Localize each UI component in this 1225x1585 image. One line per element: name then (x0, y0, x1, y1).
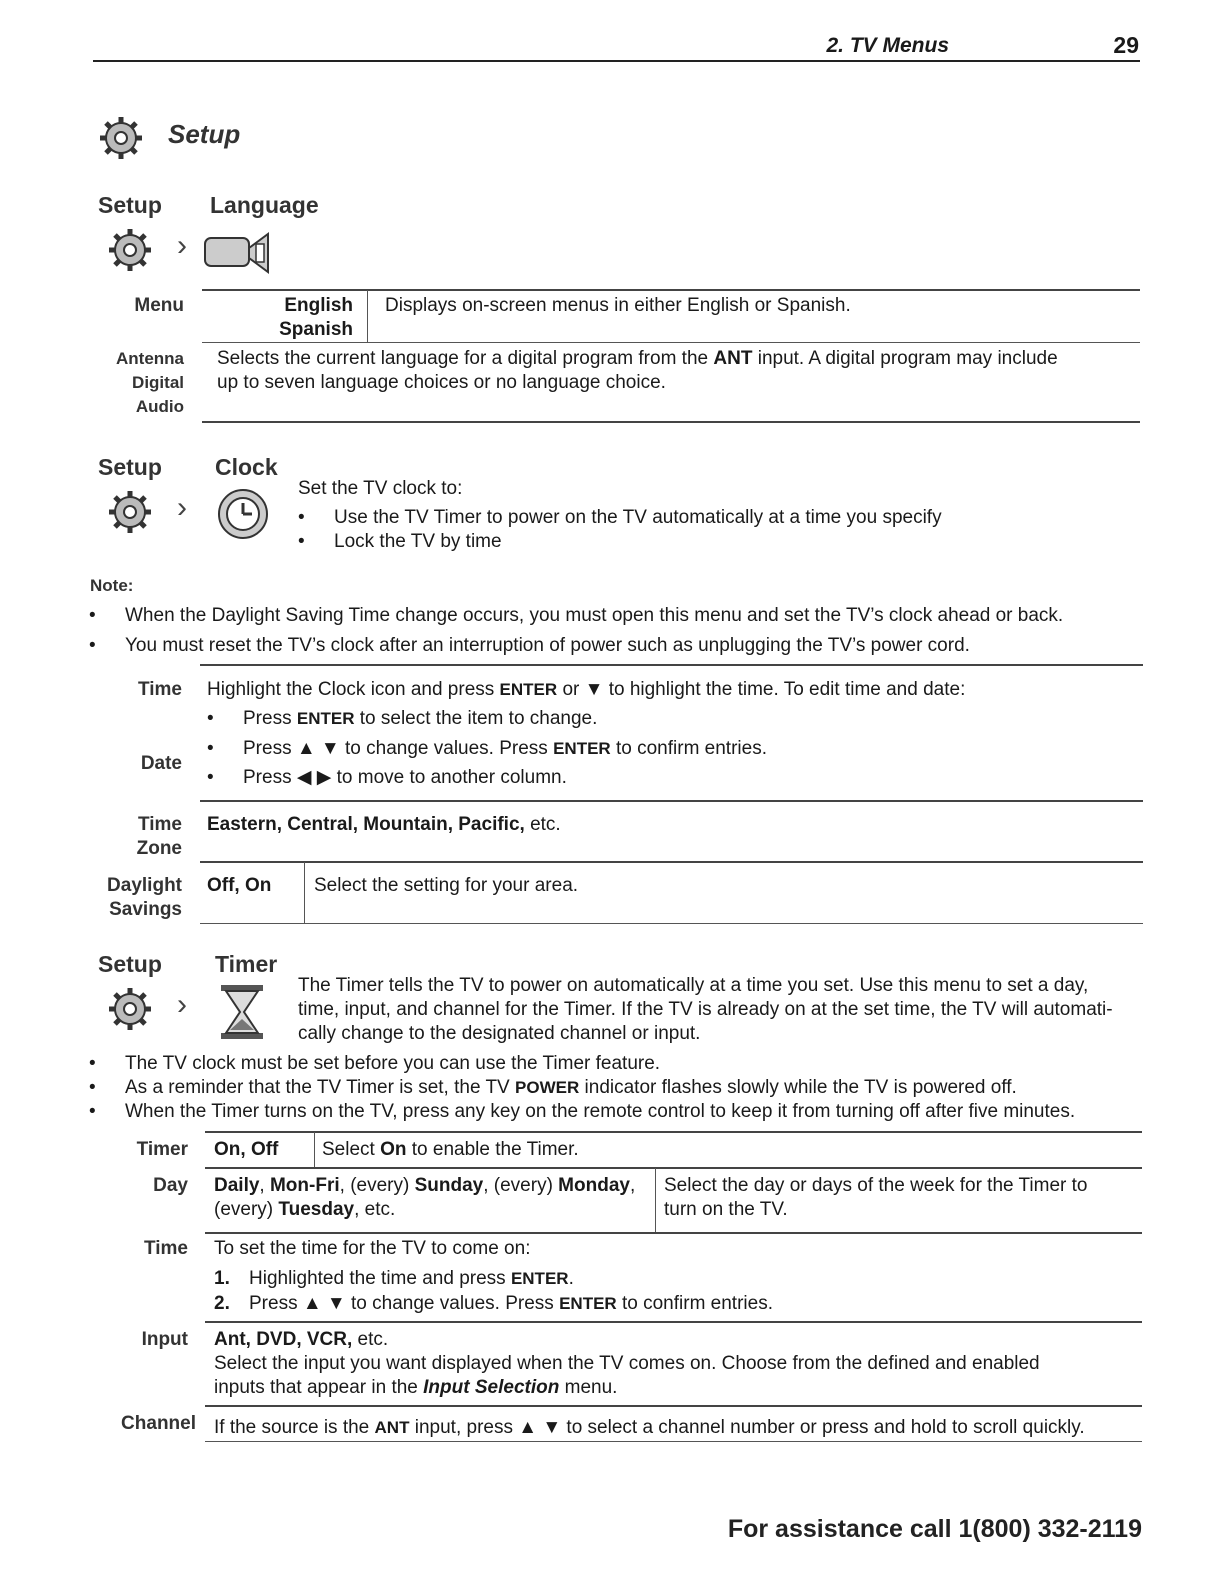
rule (205, 1441, 1142, 1442)
timer-intro-line2: time, input, and channel for the Timer. If the TV is already on at the set time, the TV will automati- (298, 999, 1113, 1020)
rule (202, 289, 1140, 291)
rule (205, 1131, 1142, 1133)
header-rule (93, 60, 1140, 62)
timer-intro-line3: cally change to the designated channel or input. (298, 1023, 701, 1044)
time-intro: To set the time for the TV to come on: (214, 1238, 531, 1259)
timer-description: Select On to enable the Timer. (322, 1139, 579, 1160)
assistance-footer: For assistance call 1(800) 332-2119 (727, 1515, 1142, 1543)
time-step2: Press ▲ ▼ to change values. Press ENTER to confirm entries. (249, 1293, 773, 1314)
step-number: 2. (214, 1293, 230, 1314)
time-zone-values: Eastern, Central, Mountain, Pacific, etc. (207, 814, 561, 835)
rule (202, 421, 1140, 423)
time-date-bullet: • Press ▲ ▼ to change values. Press ENTER to confirm entries. (243, 737, 767, 761)
page-title: Setup (168, 119, 241, 149)
rule (200, 664, 1143, 666)
rule (205, 1321, 1142, 1323)
time-label: Time (137, 679, 182, 700)
menu-option-english: English (284, 295, 353, 316)
day-label: Day (153, 1175, 188, 1196)
divider (655, 1168, 656, 1232)
timer-bullet: • When the Timer turns on the TV, press any key on the remote control to keep it from turning off after five minutes. (125, 1100, 1075, 1124)
daylight-savings-label-line2: Savings (109, 899, 182, 920)
time-zone-label-line1: Time (137, 814, 182, 835)
header-section-title: 2. TV Menus (826, 34, 949, 57)
timer-intro-line1: The Timer tells the TV to power on automatically at a time you set. Use this menu to set a day, (298, 975, 1089, 996)
note-bullet: • When the Daylight Saving Time change occurs, you must open this menu and set the TV’s clock ahead or back. (125, 604, 1063, 628)
time-step1: Highlighted the time and press ENTER. (249, 1268, 574, 1289)
clock-path-setup: Setup (98, 454, 162, 480)
timer-section-title: Timer (215, 951, 278, 977)
chevron-right-icon: › (177, 229, 187, 262)
antenna-description-line1: Selects the current language for a digital program from the ANT input. A digital program may include (217, 348, 1058, 369)
note-bullet: • You must reset the TV’s clock after an interruption of power such as unplugging the TV’s power cord. (125, 634, 970, 658)
divider (304, 862, 305, 924)
input-label: Input (141, 1329, 188, 1350)
input-description-line2: Select the input you want displayed when the TV comes on. Choose from the defined and enabled (214, 1353, 1040, 1374)
digital-label: Digital (132, 373, 184, 392)
note-label: Note: (90, 576, 134, 595)
gear-icon (93, 113, 149, 163)
language-path-setup: Setup (98, 192, 162, 218)
time-date-bullet: • Press ◀ ▶ to move to another column. (243, 766, 567, 790)
time-date-bullet: • Press ENTER to select the item to change. (243, 707, 597, 731)
channel-label: Channel (121, 1413, 196, 1434)
day-description-line1: Select the day or days of the week for the Timer to (664, 1175, 1088, 1196)
menu-description: Displays on-screen menus in either English or Spanish. (385, 295, 851, 316)
divider (314, 1132, 315, 1168)
hourglass-icon (219, 983, 265, 1041)
day-description-line2: turn on the TV. (664, 1199, 788, 1220)
input-values: Ant, DVD, VCR, etc. (214, 1329, 389, 1350)
antenna-description-line2: up to seven language choices or no language choice. (217, 372, 666, 393)
language-icon (202, 228, 276, 276)
rule (205, 1232, 1142, 1234)
rule (200, 923, 1143, 924)
time-date-instructions: Highlight the Clock icon and press ENTER or ▼ to highlight the time. To edit time and date: (207, 679, 966, 700)
clock-section-title: Clock (215, 454, 278, 480)
day-values-line2: (every) Tuesday, etc. (214, 1199, 396, 1220)
rule (200, 861, 1143, 863)
setup-gear-icon (100, 486, 160, 538)
clock-intro: Set the TV clock to: (298, 478, 463, 499)
setup-gear-icon (100, 983, 160, 1035)
rule (205, 1405, 1142, 1407)
input-description-line3: inputs that appear in the Input Selection menu. (214, 1377, 618, 1398)
rule (202, 342, 1140, 343)
timer-values: On, Off (214, 1139, 279, 1160)
daylight-savings-description: Select the setting for your area. (314, 875, 579, 896)
page-number: 29 (1113, 32, 1139, 58)
clock-bullet: • Use the TV Timer to power on the TV automatically at a time you specify (334, 506, 942, 530)
clock-icon (215, 486, 271, 542)
divider (367, 290, 368, 342)
rule (205, 1167, 1142, 1169)
setup-gear-icon (100, 224, 160, 276)
menu-label: Menu (134, 295, 184, 316)
daylight-savings-values: Off, On (207, 875, 272, 896)
menu-option-spanish: Spanish (279, 319, 353, 340)
time-label: Time (143, 1238, 188, 1259)
date-label: Date (140, 753, 182, 774)
antenna-label: Antenna (116, 349, 184, 368)
timer-bullet: • The TV clock must be set before you can use the Timer feature. (125, 1052, 660, 1076)
timer-path-setup: Setup (98, 951, 162, 977)
rule (200, 800, 1143, 802)
audio-label: Audio (135, 397, 184, 416)
timer-label: Timer (136, 1139, 188, 1160)
timer-bullet: • As a reminder that the TV Timer is set, the TV POWER indicator flashes slowly while the TV is powered off. (125, 1076, 1017, 1100)
chevron-right-icon: › (177, 988, 187, 1021)
day-values-line1: Daily, Mon-Fri, (every) Sunday, (every) Monday, (214, 1175, 636, 1196)
daylight-savings-label-line1: Daylight (107, 875, 182, 896)
language-section-title: Language (210, 192, 319, 218)
step-number: 1. (214, 1268, 230, 1289)
time-zone-label-line2: Zone (136, 838, 182, 859)
chevron-right-icon: › (177, 491, 187, 524)
clock-bullet: • Lock the TV by time (334, 530, 502, 554)
channel-description: If the source is the ANT input, press ▲ ▼ to select a channel number or press and hold to scroll quickly. (214, 1417, 1085, 1438)
